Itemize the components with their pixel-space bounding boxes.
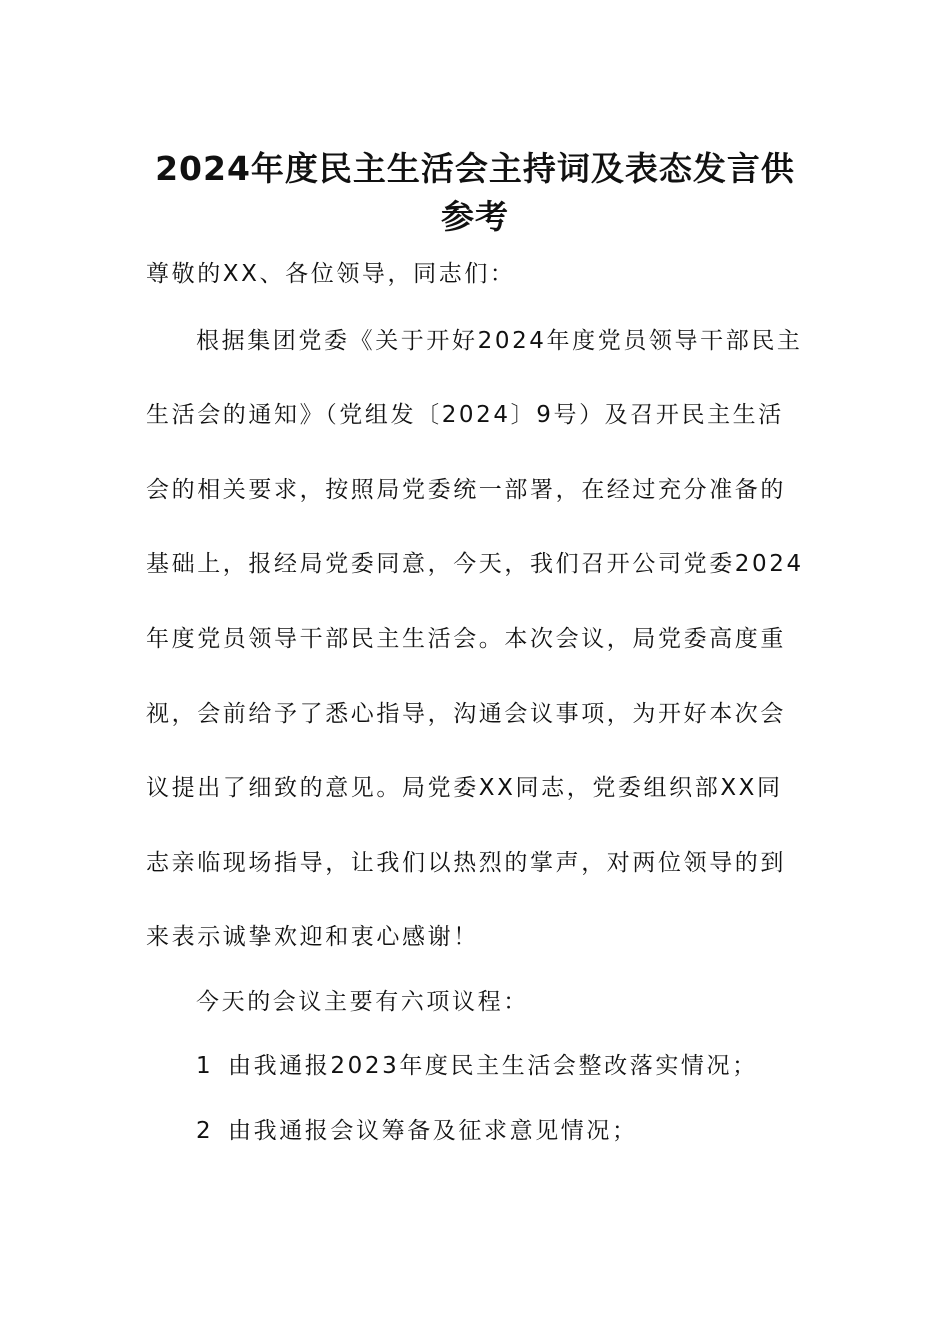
paragraph-line: 年度党员领导干部民主生活会。本次会议，局党委高度重 xyxy=(146,626,786,652)
paragraph-line: 根据集团党委《关于开好2024年度党员领导干部民主 xyxy=(196,328,803,354)
paragraph-line: 会的相关要求，按照局党委统一部署，在经过充分准备的 xyxy=(146,477,786,503)
agenda-item xyxy=(196,1115,638,1147)
paragraph-line: 来表示诚挚欢迎和衷心感谢！ xyxy=(146,924,479,950)
agenda-item-number: 2 xyxy=(196,1118,214,1144)
agenda-item-number: 1 xyxy=(196,1053,214,1079)
paragraph-line: 生活会的通知》（党组发〔2024〕9号）及召开民主生活 xyxy=(146,402,784,428)
paragraph-line: 视，会前给予了悉心指导，沟通会议事项，为开好本次会 xyxy=(146,701,786,727)
document-title-line-2: 参考 xyxy=(441,197,509,236)
agenda-item-text: 由我通报会议筹备及征求意见情况； xyxy=(228,1118,638,1144)
paragraph-line: 志亲临现场指导，让我们以热烈的掌声，对两位领导的到 xyxy=(146,850,786,876)
document-title-line-1: 2024年度民主生活会主持词及表态发言供 xyxy=(155,149,795,188)
salutation: 尊敬的XX、各位领导，同志们： xyxy=(146,261,516,287)
paragraph-line: 议提出了细致的意见。局党委XX同志，党委组织部XX同 xyxy=(146,775,783,801)
agenda-item xyxy=(196,1050,758,1082)
agenda-item-text: 由我通报2023年度民主生活会整改落实情况； xyxy=(228,1053,758,1079)
paragraph-line: 基础上，报经局党委同意，今天，我们召开公司党委2024 xyxy=(146,551,804,577)
agenda-intro: 今天的会议主要有六项议程： xyxy=(196,989,529,1015)
